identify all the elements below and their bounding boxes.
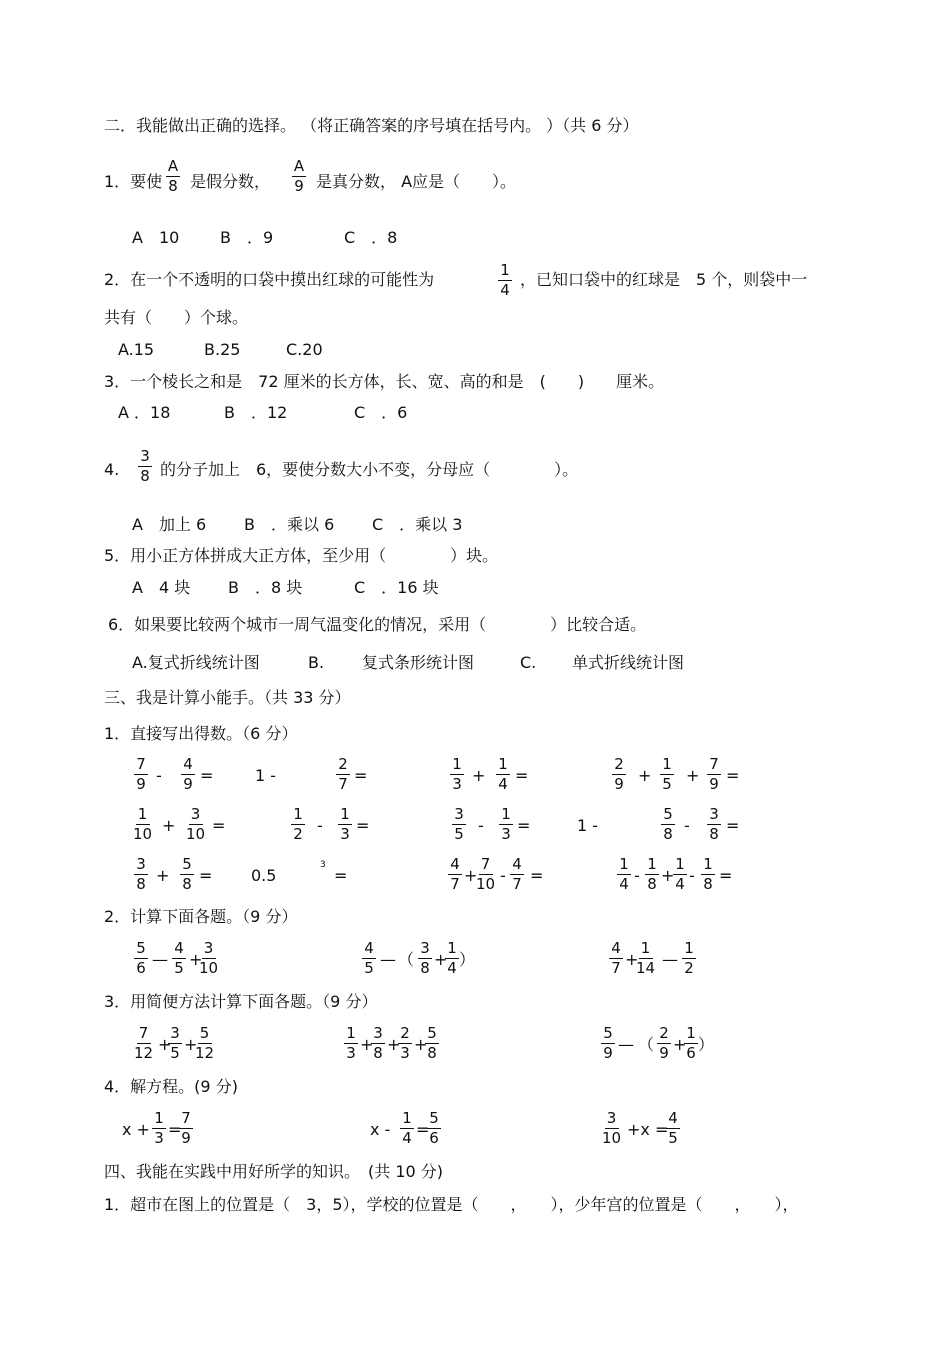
fraction [398,1025,412,1062]
denominator: 10 [133,825,153,843]
part4-title: 4．解方程。(9 分) [104,1077,238,1096]
denominator: 8 [182,875,192,893]
fraction [133,806,152,843]
operator: + [360,1035,374,1054]
variable: x - [370,1120,391,1139]
numerator: 3 [418,940,432,959]
numerator: 5 [198,1025,212,1044]
denominator: 8 [168,177,178,195]
denominator: 8 [663,825,673,843]
denominator: 5 [170,1044,180,1062]
fraction [181,756,195,793]
numerator: 4 [181,756,195,775]
denominator: 14 [636,959,656,977]
denominator: 5 [454,825,464,843]
fraction [134,1025,153,1062]
operator: - [500,866,506,885]
numerator: 7 [179,1110,193,1129]
denominator: 8 [140,467,150,485]
denominator: 5 [364,959,374,977]
numerator: 1 [152,1110,166,1129]
q3-text: 3．一个棱长之和是 72 厘米的长方体，长、宽、高的和是 ( ) 厘米。 [104,372,665,391]
denominator: 12 [134,1044,154,1062]
equals: = [530,866,544,885]
denominator: 8 [647,875,657,893]
denominator: 4 [447,959,457,977]
operator: + [472,766,486,785]
numerator: 4 [172,940,186,959]
q1-prefix: 1．要使 [104,172,163,191]
denominator: 8 [703,875,713,893]
numerator: 1 [660,756,674,775]
numerator: 3 [452,806,466,825]
numerator: 1 [136,806,150,825]
operator: + [158,1035,172,1054]
q4-fraction [138,448,152,485]
denominator: 3 [400,1044,410,1062]
denominator: 10 [199,959,219,977]
fraction [707,806,721,843]
denominator: 3 [501,825,511,843]
q4-option-c: C ．乘以 3 [372,515,463,534]
operator: + [661,866,675,885]
q4-option-a: A 加上 6 [132,515,207,534]
numerator: 1 [496,756,510,775]
operator: - [156,766,162,785]
operator: — [618,1035,634,1054]
operator: + [414,1035,428,1054]
exponent: 3 [320,860,326,870]
numerator: 7 [479,856,493,875]
denominator: 9 [181,1129,191,1147]
operator: — [380,950,396,969]
operator: 1 - [577,816,599,835]
numerator: 2 [612,756,626,775]
equals: = [356,816,370,835]
numerator: 3 [189,806,203,825]
q3-option-a: A ．18 [118,403,171,422]
fraction [602,1110,621,1147]
q1-fraction-1 [166,158,180,195]
fraction [476,856,495,893]
q4-option-b: B ．乘以 6 [244,515,335,534]
q1-fraction-2 [292,158,306,195]
operator: + [156,866,170,885]
fraction [496,756,510,793]
fraction [499,806,513,843]
operator: + [434,950,448,969]
numerator: 1 [617,856,631,875]
fraction [186,806,205,843]
q1-suffix: 是真分数， A应是（ ）。 [316,172,517,191]
denominator: 10 [476,875,496,893]
fraction [179,1110,193,1147]
numerator: 3 [168,1025,182,1044]
numerator: 5 [427,1110,441,1129]
operator: + [387,1035,401,1054]
fraction [180,856,194,893]
fraction [657,1025,671,1062]
denominator: 6 [136,959,146,977]
fraction [134,940,148,977]
equals: = [719,866,733,885]
denominator: 7 [611,959,621,977]
numerator: 3 [707,806,721,825]
fraction [707,756,721,793]
operator: + [162,816,176,835]
fraction [450,756,464,793]
part3-title: 3．用简便方法计算下面各题。（9 分） [104,992,378,1011]
fraction [660,756,674,793]
fraction [195,1025,214,1062]
denominator: 9 [614,775,624,793]
numerator: A [293,157,305,175]
denominator: 12 [195,1044,215,1062]
fraction [425,1025,439,1062]
fraction [636,940,655,977]
fraction [152,1110,166,1147]
denominator: 8 [373,1044,383,1062]
denominator: 9 [603,1044,613,1062]
q1-option-b: B ．9 [220,228,274,247]
numerator: 1 [645,856,659,875]
fraction [445,940,459,977]
numerator: 5 [661,806,675,825]
numerator: 4 [666,1110,680,1129]
section2-heading: 二．我能做出正确的选择。 （将正确答案的序号填在括号内。 ）（共 6 分） [104,116,639,135]
fraction [617,856,631,893]
fraction [199,940,218,977]
numerator: 4 [362,940,376,959]
q5-text: 5．用小正方体拼成大正方体，至少用（ ）块。 [104,546,499,565]
section4-heading: 四、我能在实践中用好所学的知识。 (共 10 分) [104,1162,444,1181]
numerator: 1 [498,262,512,281]
operator: - [634,866,640,885]
fraction [645,856,659,893]
denominator: 2 [684,959,694,977]
denominator: 9 [659,1044,669,1062]
numerator: 7 [707,756,721,775]
equals: = [334,866,348,885]
numerator: 1 [499,806,513,825]
operator: + [184,1035,198,1054]
denominator: 5 [174,959,184,977]
denominator: 9 [294,177,304,195]
operator: + [673,1035,687,1054]
numerator: 4 [510,856,524,875]
q2-option-a: A.15 [118,340,155,359]
section3-heading: 三、我是计算小能手。（共 33 分） [104,688,351,707]
q6-option-a: A.复式折线统计图 [132,653,260,672]
fraction [338,806,352,843]
equals: = [726,766,740,785]
part1-title: 1．直接写出得数。（6 分） [104,724,298,743]
q1-option-a: A 10 [132,228,180,247]
numerator: 5 [180,856,194,875]
part2-title: 2．计算下面各题。（9 分） [104,907,298,926]
equals: = [416,1120,430,1139]
q1-option-c: C ．8 [344,228,398,247]
fraction [172,940,186,977]
operator: - [689,866,695,885]
denominator: 6 [429,1129,439,1147]
q2-fraction [498,262,512,299]
paren: （ [398,950,415,969]
fraction [362,940,376,977]
section4-q1: 1．超市在图上的位置是（ 3，5），学校的位置是（ ， ），少年宫的位置是（ ， ）， [104,1195,799,1214]
numerator: 3 [605,1110,619,1129]
denominator: 5 [662,775,672,793]
operator: + [686,766,700,785]
numerator: 1 [450,756,464,775]
numerator: 5 [601,1025,615,1044]
numerator: 4 [448,856,462,875]
equals: = [517,816,531,835]
variable: x + [122,1120,150,1139]
q2-option-b: B.25 [204,340,241,359]
denominator: 8 [136,875,146,893]
equals: = [199,866,213,885]
equals: = [515,766,529,785]
denominator: 6 [686,1044,696,1062]
numerator: 1 [445,940,459,959]
fraction [661,806,675,843]
denominator: 10 [602,1129,622,1147]
operator: + [464,866,478,885]
equals: = [726,816,740,835]
q6-option-b-text: 复式条形统计图 [362,653,475,672]
numerator: 1 [291,806,305,825]
equals: = [200,766,214,785]
equals: = [168,1120,182,1139]
operator: + [189,950,203,969]
fraction [134,856,148,893]
paren: ） [459,950,476,969]
operator: + [638,766,652,785]
fraction [601,1025,615,1062]
numerator: 3 [134,856,148,875]
operator: + [625,950,639,969]
fraction [452,806,466,843]
numerator: 4 [609,940,623,959]
numerator: 1 [639,940,653,959]
numerator: 1 [682,940,696,959]
fraction [612,756,626,793]
paren: ） [698,1035,715,1054]
q5-option-a: A 4 块 [132,578,191,597]
denominator: 4 [500,281,510,299]
fraction [400,1110,414,1147]
operator: - [317,816,323,835]
denominator: 2 [293,825,303,843]
numerator: 7 [134,756,148,775]
q6-text: 6．如果要比较两个城市一周气温变化的情况，采用（ ）比较合适。 [108,615,647,634]
q1-mid: 是假分数， [190,172,271,191]
fraction [344,1025,358,1062]
q3-option-b: B ．12 [224,403,288,422]
operator: — [662,950,678,969]
numerator: 3 [202,940,216,959]
fraction [418,940,432,977]
denominator: 10 [186,825,206,843]
denominator: 4 [675,875,685,893]
numerator: 5 [425,1025,439,1044]
denominator: 8 [709,825,719,843]
fraction [168,1025,182,1062]
denominator: 9 [136,775,146,793]
equals: = [354,766,368,785]
numerator: 1 [338,806,352,825]
fraction [510,856,524,893]
fraction [427,1110,441,1147]
equals: = [212,816,226,835]
denominator: 3 [452,775,462,793]
fraction [134,756,148,793]
numerator: 5 [134,940,148,959]
denominator: 4 [402,1129,412,1147]
fraction [666,1110,680,1147]
q6-option-c-text: 单式折线统计图 [572,653,685,672]
numerator: 2 [398,1025,412,1044]
q2-prefix: 2．在一个不透明的口袋中摸出红球的可能性为 [104,270,435,289]
numerator: A [167,157,179,175]
denominator: 4 [498,775,508,793]
denominator: 4 [619,875,629,893]
denominator: 9 [183,775,193,793]
q2-option-c: C.20 [286,340,323,359]
numerator: 1 [673,856,687,875]
q6-option-c: C. [520,653,537,672]
q2-line2: 共有（ ）个球。 [104,308,249,327]
numerator: 7 [137,1025,151,1044]
fraction [682,940,696,977]
paren: （ [638,1035,655,1054]
denominator: 8 [420,959,430,977]
q2-suffix: ，已知口袋中的红球是 5 个，则袋中一 [520,270,808,289]
numerator: 1 [684,1025,698,1044]
denominator: 7 [338,775,348,793]
operator: - [684,816,690,835]
denominator: 5 [668,1129,678,1147]
q3-option-c: C ．6 [354,403,408,422]
numerator: 3 [371,1025,385,1044]
q5-option-c: C ．16 块 [354,578,439,597]
denominator: 7 [512,875,522,893]
q4-prefix: 4. [104,460,120,479]
denominator: 7 [450,875,460,893]
fraction [684,1025,698,1062]
fraction [673,856,687,893]
denominator: 3 [154,1129,164,1147]
numerator: 3 [138,448,152,467]
numerator: 1 [701,856,715,875]
denominator: 9 [709,775,719,793]
q4-suffix: 的分子加上 6，要使分数大小不变，分母应（ ）。 [160,460,579,479]
denominator: 3 [340,825,350,843]
fraction [336,756,350,793]
fraction [291,806,305,843]
fraction [701,856,715,893]
numerator: 1 [400,1110,414,1129]
denominator: 3 [346,1044,356,1062]
fraction [371,1025,385,1062]
numerator: 2 [336,756,350,775]
fraction [448,856,462,893]
operator: — [152,950,168,969]
q5-option-b: B ．8 块 [228,578,303,597]
operator: - [478,816,484,835]
operator: 1 - [255,766,277,785]
number: 0.5 [251,866,277,885]
q6-option-b: B. [308,653,325,672]
numerator: 1 [344,1025,358,1044]
numerator: 2 [657,1025,671,1044]
variable: +x = [627,1120,669,1139]
denominator: 8 [427,1044,437,1062]
fraction [609,940,623,977]
